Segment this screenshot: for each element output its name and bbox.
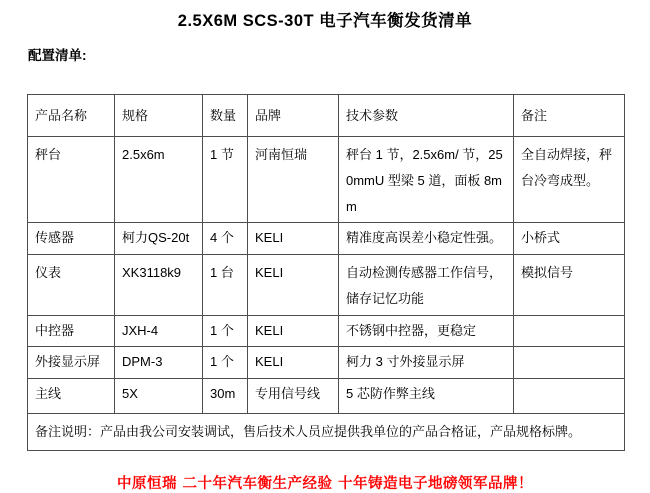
cell-remarks: 小桥式 [514,223,625,255]
cell-remarks [514,347,625,379]
cell-quantity: 1 节 [203,137,248,223]
cell-tech-params: 不锈钢中控器，更稳定 [339,316,514,347]
cell-spec: JXH-4 [115,316,203,347]
cell-spec: DPM-3 [115,347,203,379]
shipping-list-table [27,94,625,451]
cell-tech-params: 秤台 1 节，2.5x6m/ 节，250mmU 型梁 5 道，面板 8mm [339,137,514,223]
table-row [28,137,625,223]
cell-brand: KELI [248,223,339,255]
cell-brand: 河南恒瑞 [248,137,339,223]
cell-remarks: 模拟信号 [514,255,625,316]
cell-remarks [514,316,625,347]
cell-tech-params: 自动检测传感器工作信号，储存记忆功能 [339,255,514,316]
cell-brand: KELI [248,347,339,379]
table-row [28,316,625,347]
header-remarks: 备注 [514,95,625,137]
config-list-label: 配置清单: [28,48,87,63]
table-row [28,223,625,255]
brand-slogan: 中原恒瑞 二十年汽车衡生产经验 十年铸造电子地磅领军品牌！ [116,475,534,492]
cell-product-name: 主线 [28,379,115,414]
cell-product-name: 中控器 [28,316,115,347]
table-header-row [28,95,625,137]
cell-spec: 2.5x6m [115,137,203,223]
cell-brand: 专用信号线 [248,379,339,414]
remark-row [28,414,625,451]
cell-quantity: 1 个 [203,347,248,379]
cell-remarks [514,379,625,414]
header-tech-params: 技术参数 [339,95,514,137]
cell-quantity: 30m [203,379,248,414]
cell-tech-params: 柯力 3 寸外接显示屏 [339,347,514,379]
cell-brand: KELI [248,255,339,316]
table-row [28,255,625,316]
cell-tech-params: 5 芯防作弊主线 [339,379,514,414]
cell-quantity: 1 个 [203,316,248,347]
cell-quantity: 1 台 [203,255,248,316]
cell-spec: XK3118k9 [115,255,203,316]
cell-product-name: 传感器 [28,223,115,255]
cell-tech-params: 精准度高误差小稳定性强。 [339,223,514,255]
header-product-name: 产品名称 [28,95,115,137]
cell-product-name: 秤台 [28,137,115,223]
table-row [28,379,625,414]
header-spec: 规格 [115,95,203,137]
cell-brand: KELI [248,316,339,347]
header-brand: 品牌 [248,95,339,137]
header-quantity: 数量 [203,95,248,137]
page-title: 2.5X6M SCS-30T 电子汽车衡发货清单 [177,12,473,30]
cell-quantity: 4 个 [203,223,248,255]
table-row [28,347,625,379]
cell-product-name: 仪表 [28,255,115,316]
cell-remarks: 全自动焊接，秤台冷弯成型。 [514,137,625,223]
cell-spec: 5X [115,379,203,414]
cell-spec: 柯力QS-20t [115,223,203,255]
remark-note: 备注说明：产品由我公司安装调试，售后技术人员应提供我单位的产品合格证，产品规格标牌。 [28,414,625,451]
cell-product-name: 外接显示屏 [28,347,115,379]
